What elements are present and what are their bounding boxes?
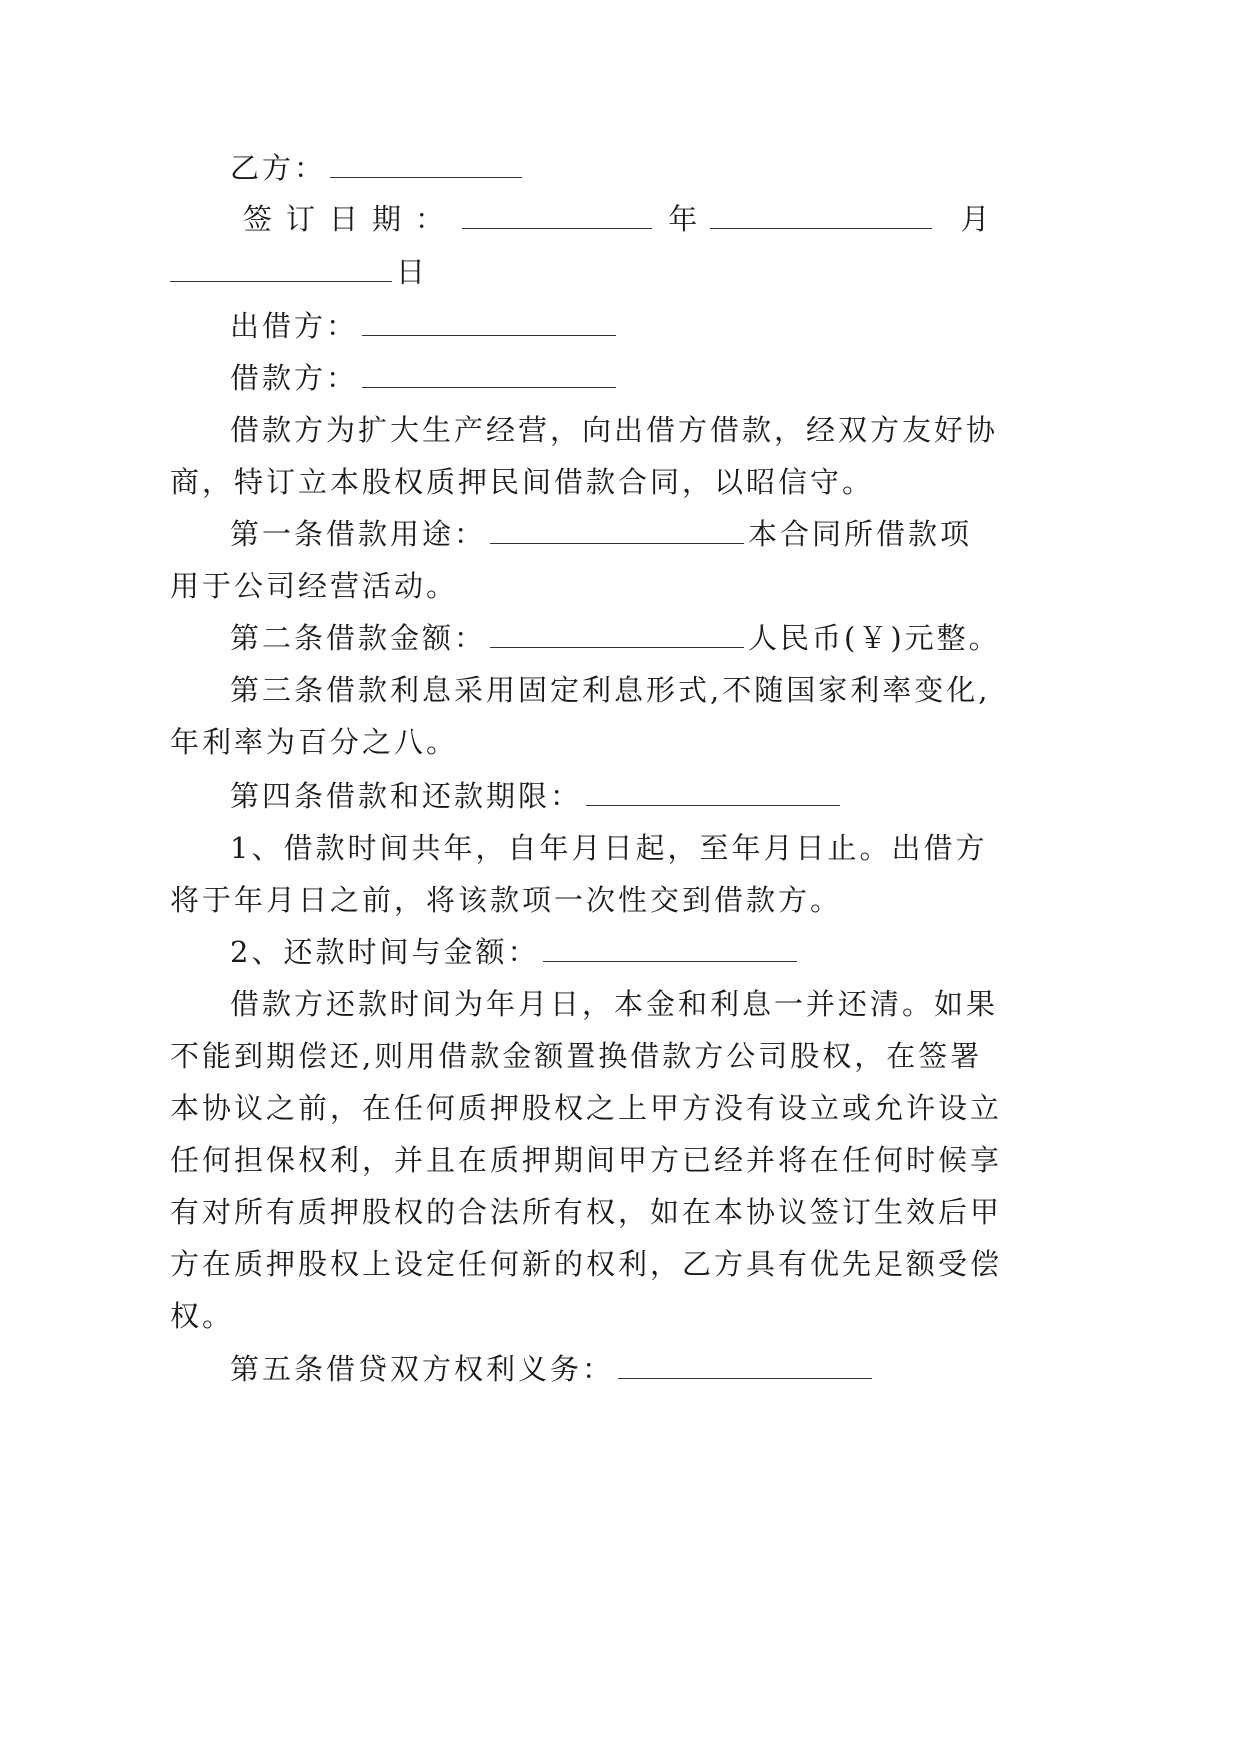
lender-line <box>230 306 620 346</box>
day-label: 日 <box>396 255 429 289</box>
intro-line-1: 借款方为扩大生产经营，向出借方借款，经双方友好协 <box>230 413 999 447</box>
repayment-line-4: 任何担保权利，并且在质押期间甲方已经并将在任何时候享 <box>170 1143 1003 1177</box>
article-4-label: 第四条借款和还款期限： <box>230 779 583 813</box>
repayment-line-6: 方在质押股权上设定任何新的权利，乙方具有优先足额受偿 <box>170 1247 1003 1281</box>
article-5-line <box>230 1349 876 1389</box>
article-2-label: 第二条借款金额： <box>230 621 487 655</box>
party-b-label: 乙方： <box>230 151 327 185</box>
lender-blank <box>362 313 616 336</box>
party-b-line <box>230 148 526 188</box>
article-5-label: 第五条借贷双方权利义务： <box>230 1352 615 1386</box>
article-1-line-2: 用于公司经营活动。 <box>170 569 459 603</box>
article-1-label: 第一条借款用途： <box>230 517 487 551</box>
year-label: 年 <box>668 202 701 236</box>
borrower-label: 借款方： <box>230 361 359 395</box>
lender-label: 出借方： <box>230 309 359 343</box>
sign-date-label: 签订日期： <box>243 202 459 236</box>
article-1-text: 本合同所借款项 <box>748 517 973 551</box>
clause-2-line <box>230 932 801 972</box>
article-1-line <box>230 514 972 554</box>
article-2-blank <box>490 625 744 648</box>
borrower-line <box>230 358 620 398</box>
day-blank <box>170 259 392 282</box>
repayment-line-3: 本协议之前，在任何质押股权之上甲方没有设立或允许设立 <box>170 1091 1003 1125</box>
month-label: 月 <box>960 202 993 236</box>
clause-1-line-1: 1、借款时间共年，自年月日起，至年月日止。出借方 <box>230 831 988 865</box>
month-blank <box>710 206 932 229</box>
clause-1-line-2: 将于年月日之前，将该款项一次性交到借款方。 <box>170 883 843 917</box>
article-3-line-1: 第三条借款利息采用固定利息形式,不随国家利率变化, <box>230 673 991 707</box>
article-2-text: 人民币(￥)元整。 <box>748 621 1001 655</box>
article-1-blank <box>490 521 744 544</box>
intro-line-2: 商，特订立本股权质押民间借款合同，以昭信守。 <box>170 465 875 499</box>
article-2-line <box>230 618 1001 658</box>
article-5-blank <box>618 1356 872 1379</box>
day-line <box>170 252 428 292</box>
clause-2-label: 2、还款时间与金额： <box>230 935 540 969</box>
repayment-line-7: 权。 <box>170 1299 235 1333</box>
article-4-line <box>230 776 844 816</box>
repayment-line-2: 不能到期偿还,则用借款金额置换借款方公司股权，在签署 <box>170 1039 983 1073</box>
repayment-line-5: 有对所有质押股权的合法所有权，如在本协议签订生效后甲 <box>170 1195 1003 1229</box>
sign-date-line <box>243 199 992 239</box>
repayment-line-1: 借款方还款时间为年月日，本金和利息一并还清。如果 <box>230 987 999 1021</box>
party-b-blank <box>330 155 522 178</box>
article-4-blank <box>586 783 840 806</box>
year-blank <box>462 206 652 229</box>
clause-2-blank <box>543 939 797 962</box>
article-3-line-2: 年利率为百分之八。 <box>170 725 459 759</box>
borrower-blank <box>362 365 616 388</box>
